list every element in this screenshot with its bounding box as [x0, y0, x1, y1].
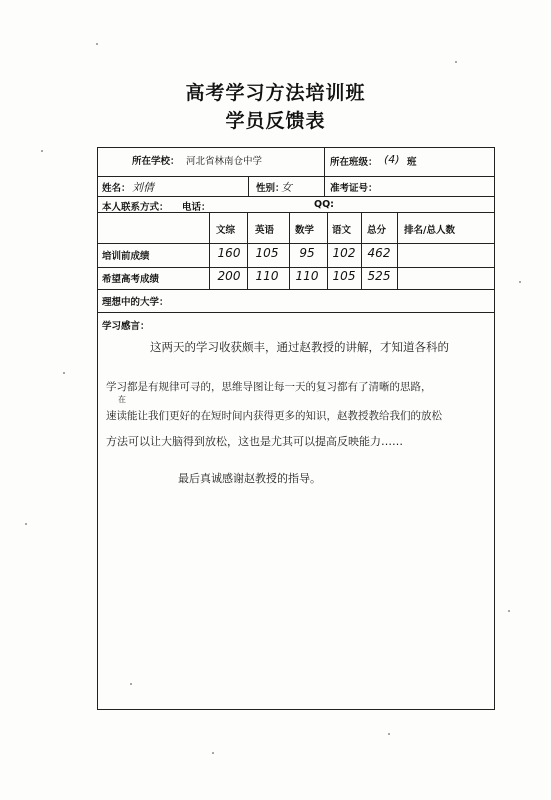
school-value: 河北省林南仓中学 [186, 156, 263, 167]
gender-label: 性别： [256, 183, 285, 194]
score-header-chinese: 语文 [332, 225, 352, 236]
score-header-total: 总分 [367, 225, 387, 236]
form-title: 高考学习方法培训班 [185, 82, 366, 104]
feedback-line: 学习都是有规律可寻的，思维导图让每一天的复习都有了清晰的思路， [106, 381, 432, 393]
scan-speck [130, 683, 132, 685]
target-score-math: 110 [295, 269, 319, 283]
feedback-form [97, 147, 495, 710]
pre-score-wenzong: 160 [217, 246, 241, 260]
contact-label: 本人联系方式： [102, 202, 169, 213]
row-divider [98, 176, 494, 177]
scan-speck [96, 43, 98, 45]
scan-speck [63, 372, 65, 374]
target-score-english: 110 [255, 269, 279, 283]
insertion-mark: 在 [118, 395, 126, 404]
row-divider [98, 196, 494, 197]
pre-score-chinese: 102 [332, 246, 356, 260]
exam-id-label: 准考证号： [330, 183, 378, 194]
scan-speck [41, 150, 43, 152]
score-header-english: 英语 [255, 225, 275, 236]
pre-score-total: 462 [367, 246, 391, 260]
form-subtitle: 学员反馈表 [225, 110, 326, 132]
name-value: 刘倩 [132, 181, 154, 194]
name-label: 姓名： [102, 183, 131, 194]
qq-label: QQ: [314, 199, 334, 210]
class-value: (4) [384, 153, 400, 166]
score-header-wenzong: 文综 [216, 225, 236, 236]
pre-score-math: 95 [299, 246, 315, 260]
scan-speck [455, 61, 457, 63]
feedback-label: 学习感言： [102, 321, 150, 332]
target-score-chinese: 105 [332, 269, 356, 283]
pre-training-label: 培训前成绩 [102, 251, 150, 262]
class-suffix: 班 [407, 157, 417, 168]
row-divider [98, 312, 494, 313]
scan-speck [25, 523, 27, 525]
scan-speck [508, 610, 510, 612]
school-label: 所在学校： [132, 156, 180, 167]
score-header-rank: 排名/总人数 [404, 225, 455, 236]
ideal-university-label: 理想中的大学： [102, 297, 169, 308]
target-score-label: 希望高考成绩 [102, 274, 160, 285]
feedback-line: 速读能让我们更好的在短时间内获得更多的知识，赵教授教给我们的放松 [106, 410, 442, 422]
target-score-wenzong: 200 [217, 269, 241, 283]
class-label: 所在班级： [330, 157, 378, 168]
target-score-total: 525 [367, 269, 391, 283]
feedback-line: 最后真诚感谢赵教授的指导。 [178, 472, 321, 485]
row-divider [98, 289, 494, 290]
row-divider [98, 243, 494, 244]
score-header-math: 数学 [295, 225, 315, 236]
pre-score-english: 105 [255, 246, 279, 260]
scan-speck [212, 752, 214, 754]
scan-speck [388, 733, 390, 735]
scan-speck [519, 281, 521, 283]
feedback-line: 方法可以让大脑得到放松，这也是尤其可以提高反映能力…… [106, 435, 403, 448]
phone-label: 电话： [182, 202, 211, 213]
gender-value: 女 [281, 181, 292, 194]
row-divider [98, 267, 494, 268]
feedback-line: 这两天的学习收获颇丰，通过赵教授的讲解，才知道各科的 [150, 340, 449, 354]
